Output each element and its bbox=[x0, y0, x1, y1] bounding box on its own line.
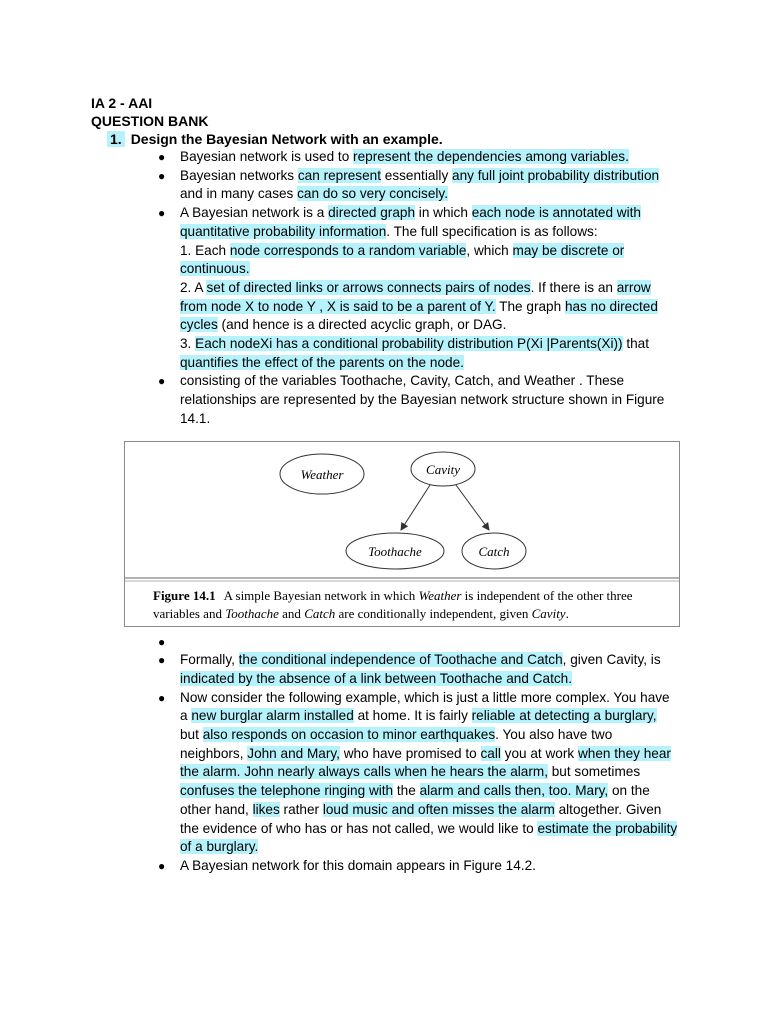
figure-caption-label: Figure 14.1 bbox=[153, 587, 216, 603]
text-run: but bbox=[180, 727, 203, 743]
highlighted-text: confuses the telephone ringing with bbox=[180, 783, 394, 799]
bullet-item bbox=[158, 857, 678, 876]
highlighted-text: may be discrete or continuous. bbox=[180, 242, 625, 277]
caption-run: and bbox=[278, 605, 305, 621]
highlighted-text: has no directed cycles bbox=[180, 298, 658, 333]
highlighted-text: John and Mary, bbox=[247, 745, 340, 761]
highlighted-text: new burglar alarm installed bbox=[191, 708, 354, 724]
bullet-marker: ● bbox=[158, 206, 166, 221]
text-run: but sometimes bbox=[547, 764, 641, 780]
bullet-marker: ● bbox=[158, 858, 166, 873]
bullet-text bbox=[180, 168, 659, 202]
caption-variable: Catch bbox=[304, 605, 336, 621]
text-run: altogether. Given the evidence of who has or has not called, we would like to bbox=[180, 801, 662, 836]
text-run: , given Cavity, is bbox=[562, 652, 661, 668]
bullet-text bbox=[180, 373, 664, 425]
highlighted-text: the conditional independence of Toothache and Catch bbox=[238, 652, 563, 668]
text-run: Bayesian network is used to bbox=[180, 149, 354, 164]
text-run: at home. It is fairly bbox=[353, 708, 472, 724]
highlighted-text: node corresponds to a random variable bbox=[229, 242, 467, 258]
text-run: essentially bbox=[381, 167, 453, 183]
bullet-item bbox=[158, 148, 678, 167]
highlighted-text: any full joint probability distribution bbox=[452, 167, 660, 183]
highlighted-text: reliable at detecting a burglary, bbox=[471, 708, 657, 724]
text-run: The graph bbox=[495, 298, 565, 314]
text-run: . The full specification is as follows: bbox=[386, 223, 598, 239]
text-run: 2. A bbox=[180, 279, 207, 295]
text-run: Formally, bbox=[180, 652, 239, 668]
bullet-list bbox=[153, 148, 678, 876]
edge-cavity-catch bbox=[456, 485, 489, 530]
highlighted-text: when they hear the alarm. John nearly always calls when he hears the alarm, bbox=[180, 745, 671, 780]
bullet-item bbox=[158, 689, 678, 857]
bullet-item bbox=[158, 372, 678, 428]
highlighted-text: call bbox=[480, 745, 501, 761]
edge-cavity-toothache bbox=[401, 485, 430, 530]
text-run: A Bayesian network is a bbox=[180, 205, 329, 221]
caption-variable: Toothache bbox=[225, 605, 279, 621]
bullet-text bbox=[180, 690, 677, 855]
figure-caption-text bbox=[153, 588, 633, 621]
bullet-marker: ● bbox=[158, 374, 166, 389]
node-toothache-label: Toothache bbox=[368, 543, 422, 559]
text-run: . You also have two neighbors, bbox=[180, 727, 613, 761]
text-run: A Bayesian network for this domain appears in Figure 14.2. bbox=[180, 857, 536, 873]
highlighted-text: alarm and calls then, too. Mary, bbox=[419, 783, 609, 799]
text-run: Bayesian networks bbox=[180, 167, 298, 183]
text-run: the bbox=[393, 783, 420, 799]
caption-variable: Weather bbox=[418, 587, 462, 603]
node-cavity-label: Cavity bbox=[426, 461, 460, 477]
highlighted-text: directed graph bbox=[328, 205, 416, 221]
highlighted-text: loud music and often misses the alarm bbox=[322, 801, 555, 817]
bullet-text bbox=[180, 634, 184, 649]
question-heading bbox=[107, 130, 443, 149]
bullet-text bbox=[180, 652, 661, 686]
doc-subtitle: QUESTION BANK bbox=[91, 113, 209, 129]
text-run: on the other hand, bbox=[180, 783, 650, 817]
caption-run: are conditionally independent, given bbox=[335, 605, 532, 621]
bullet-marker: ● bbox=[158, 690, 166, 705]
question-number: 1. bbox=[107, 131, 125, 147]
text-run: and in many cases bbox=[180, 186, 298, 202]
bullet-item bbox=[158, 633, 678, 652]
node-weather-label: Weather bbox=[300, 466, 344, 482]
text-run: . If there is an bbox=[530, 279, 617, 295]
highlighted-text: can represent bbox=[297, 167, 381, 183]
text-run: (and hence is a directed acyclic graph, or DAG. bbox=[217, 317, 507, 333]
figure-caption bbox=[153, 587, 663, 623]
highlighted-text: can do so very concisely. bbox=[297, 186, 448, 202]
highlighted-text: arrow from node X to node Y , X is said to be a parent of Y. bbox=[180, 279, 651, 314]
bullet-text bbox=[180, 205, 658, 370]
bullet-item bbox=[158, 651, 678, 688]
bullet-text bbox=[180, 149, 629, 164]
bullet-marker: ● bbox=[158, 150, 166, 164]
highlighted-text: likes bbox=[252, 801, 280, 817]
bullet-marker: ● bbox=[158, 653, 166, 668]
text-run: , which bbox=[466, 242, 513, 258]
text-run: in which bbox=[415, 205, 472, 221]
highlighted-text: also responds on occasion to minor earthquakes bbox=[202, 727, 496, 743]
highlighted-text: set of directed links or arrows connects pairs of nodes bbox=[206, 279, 531, 295]
bullet-marker: ● bbox=[158, 168, 166, 183]
bullet-text bbox=[180, 858, 536, 873]
bullet-item bbox=[158, 167, 678, 204]
highlighted-text: each node is annotated with quantitative probability information bbox=[180, 205, 641, 239]
figure-14-1 bbox=[124, 441, 680, 627]
text-run: Now consider the following example, which is just a little more complex. You have a bbox=[180, 689, 670, 724]
text-run: 1. Each bbox=[180, 242, 230, 258]
text-run: 3. bbox=[180, 336, 196, 352]
bullet-marker: ● bbox=[158, 634, 166, 649]
text-run: that bbox=[622, 336, 650, 352]
text-run: you at work bbox=[500, 745, 578, 761]
doc-title: IA 2 - AAI bbox=[91, 95, 153, 111]
highlighted-text: indicated by the absence of a link between Toothache and Catch. bbox=[180, 670, 572, 686]
highlighted-text: quantifies the effect of the parents on the node. bbox=[180, 354, 464, 370]
text-run: who have promised to bbox=[339, 745, 481, 761]
bullet-item bbox=[158, 204, 678, 372]
caption-run: is independent of the other three variables and bbox=[153, 587, 633, 621]
question-text: Design the Bayesian Network with an example. bbox=[130, 131, 443, 147]
node-catch-label: Catch bbox=[478, 543, 510, 559]
highlighted-text: Each nodeXi has a conditional probability distribution P(Xi |Parents(Xi)) bbox=[195, 336, 623, 352]
highlighted-text: represent the dependencies among variables. bbox=[353, 149, 629, 164]
text-run: rather bbox=[279, 801, 323, 817]
text-run: consisting of the variables Toothache, Cavity, Catch, and Weather . These relationships are represented by the Bayesian network structure shown in Figure 14.1. bbox=[180, 373, 665, 426]
caption-run: . bbox=[565, 605, 569, 621]
highlighted-text: estimate the probability of a burglary. bbox=[180, 820, 678, 855]
caption-variable: Cavity bbox=[531, 605, 566, 621]
caption-run: A simple Bayesian network in which bbox=[223, 587, 419, 603]
